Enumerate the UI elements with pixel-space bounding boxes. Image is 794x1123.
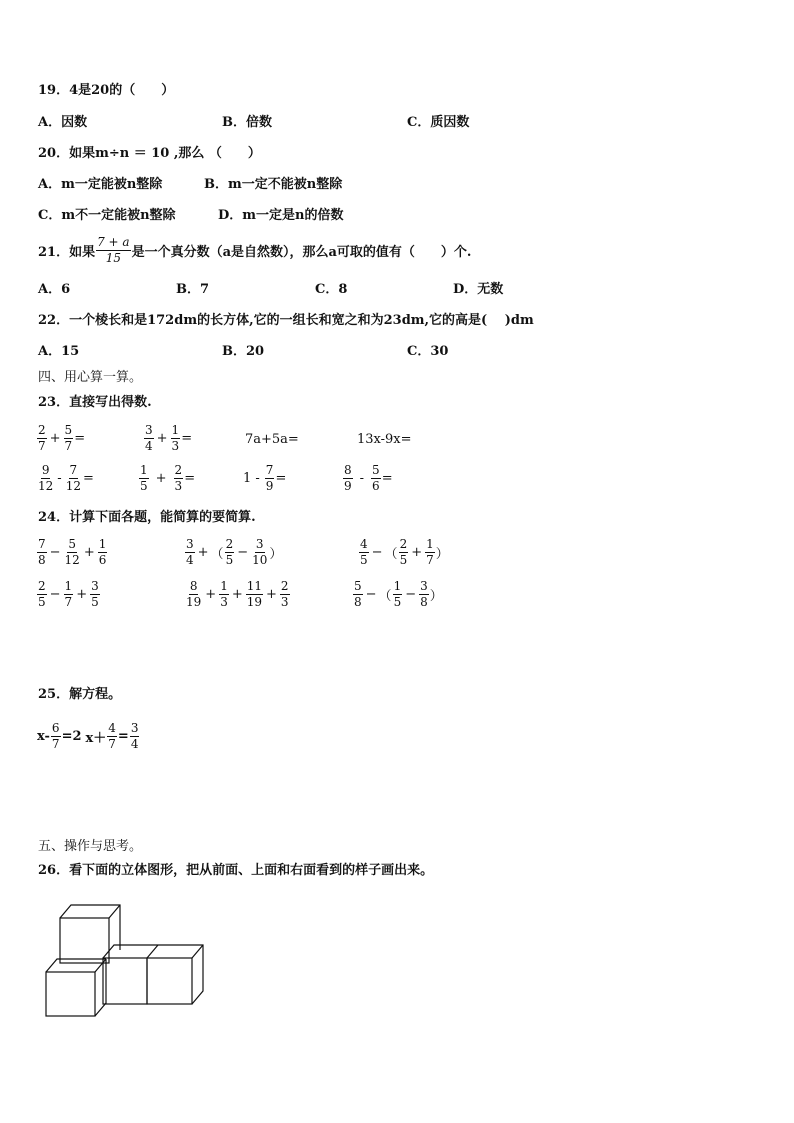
operator: − <box>371 544 383 560</box>
fraction-denominator: 7 <box>64 594 73 609</box>
equals: = <box>82 470 94 486</box>
fraction-denominator: 19 <box>186 594 202 609</box>
fraction-denominator: 10 <box>252 552 268 567</box>
fraction-numerator: 2 <box>174 463 183 477</box>
fraction-denominator: 5 <box>91 594 99 609</box>
fraction-denominator: 5 <box>225 552 234 567</box>
bottom-row-right-top-edge <box>192 945 203 958</box>
fraction-numerator: 5 <box>354 579 362 593</box>
operator: + <box>205 586 217 602</box>
fraction-denominator: 7 <box>51 736 60 751</box>
q24-expression-2 <box>184 538 282 566</box>
fraction-numerator: 4 <box>108 721 116 735</box>
fraction-denominator: 15 <box>105 250 121 265</box>
fraction-denominator: 4 <box>130 736 139 751</box>
q19-option-a[interactable]: A．因数 <box>38 115 88 130</box>
left-paren: （ <box>210 546 224 562</box>
q22-text: 22．一个棱长和是172dm的长方体,它的一组长和宽之和为23dm,它的高是( )dm <box>38 313 534 328</box>
fraction-numerator: 4 <box>360 537 368 551</box>
fraction-numerator: 3 <box>255 537 264 551</box>
q21-line <box>38 236 471 264</box>
operator: + <box>156 430 168 446</box>
q23-r2-b <box>138 464 195 492</box>
q19-option-b[interactable]: B．倍数 <box>222 115 272 130</box>
operator: − <box>49 586 61 602</box>
fraction-numerator: 3 <box>145 423 153 437</box>
q24-expression-1 <box>36 538 108 566</box>
q20-option-d[interactable]: D．m一定是n的倍数 <box>218 208 344 223</box>
q22-option-c[interactable]: C．30 <box>407 344 449 359</box>
fraction-denominator: 5 <box>38 594 46 609</box>
q26-title: 26．看下面的立体图形，把从前面、上面和右面看到的样子画出来。 <box>38 863 434 878</box>
cube-edges <box>46 905 203 1016</box>
equals: = <box>74 430 86 446</box>
fraction-numerator: 7 <box>38 537 46 551</box>
section-5-title: 五、操作与思考。 <box>38 839 143 854</box>
fraction-numerator: 1 <box>426 537 434 551</box>
fraction-denominator: 9 <box>344 478 352 493</box>
q20-text: 20．如果m÷n ＝ 10 ,那么 （ ） <box>38 146 261 161</box>
q21-option-b[interactable]: B．7 <box>176 282 210 297</box>
fraction-numerator: 1 <box>98 537 107 551</box>
operator: + <box>76 586 88 602</box>
operator: - <box>57 470 62 486</box>
fraction-numerator: 1 <box>64 579 73 593</box>
operator: - <box>359 470 365 486</box>
fraction-denominator: 9 <box>265 478 274 493</box>
fraction-denominator: 5 <box>360 552 368 567</box>
operator: + <box>231 586 243 602</box>
middle-cube-front-face <box>103 958 147 1004</box>
q24-expression-5 <box>184 580 291 608</box>
q23-r2-c <box>243 464 286 492</box>
front-cube-right-top-edge <box>95 959 106 972</box>
fraction-numerator: 3 <box>130 721 139 735</box>
fraction-denominator: 6 <box>98 552 107 567</box>
fraction-denominator: 4 <box>145 438 153 453</box>
q20-option-c[interactable]: C．m不一定能被n整除 <box>38 208 176 223</box>
operator: + <box>411 544 423 560</box>
fraction-numerator: 7 <box>265 463 274 477</box>
q24-title: 24．计算下面各题，能简算的要简算. <box>38 510 256 525</box>
q22-option-b[interactable]: B．20 <box>222 344 265 359</box>
left-paren: （ <box>384 546 398 562</box>
right-paren: ） <box>269 546 283 562</box>
front-cube-front-face <box>46 972 95 1016</box>
bottom-row-divider-top <box>147 945 158 958</box>
right-paren: ） <box>429 588 443 604</box>
fraction-denominator: 12 <box>64 552 80 567</box>
fraction-numerator: 8 <box>189 579 198 593</box>
eq1-tail: =2 <box>61 728 82 744</box>
fraction-denominator: 3 <box>280 594 289 609</box>
fraction-denominator: 8 <box>354 594 362 609</box>
operator: − <box>405 586 417 602</box>
operator: − <box>365 586 377 602</box>
q25-equations <box>37 722 140 750</box>
operator: − <box>237 544 249 560</box>
q20-option-b[interactable]: B．m一定不能被n整除 <box>204 177 343 192</box>
q24-expression-6 <box>352 580 443 608</box>
fraction-denominator: 7 <box>38 438 46 453</box>
fraction-denominator: 5 <box>140 478 148 493</box>
q20-option-a[interactable]: A．m一定能被n整除 <box>38 177 163 192</box>
fraction-numerator: 1 <box>140 463 148 477</box>
fraction-numerator: 1 <box>220 579 228 593</box>
q19-option-c[interactable]: C．质因数 <box>407 115 470 130</box>
fraction-denominator: 7 <box>426 552 434 567</box>
q23-r1-c: 7a+5a= <box>245 432 299 447</box>
q24-expression-4 <box>36 580 101 608</box>
fraction-numerator: 11 <box>246 579 263 593</box>
front-cube-right-edges <box>95 959 106 1016</box>
q23-r1-d: 13x-9x= <box>357 432 412 447</box>
fraction-denominator: 12 <box>65 478 81 493</box>
fraction-denominator: 3 <box>171 438 180 453</box>
eq2-equals: = <box>117 728 129 744</box>
fraction-numerator: 2 <box>38 579 46 593</box>
equals: = <box>184 470 196 486</box>
fraction-numerator: 7 + a <box>97 235 130 249</box>
fraction-denominator: 3 <box>220 594 228 609</box>
fraction-denominator: 8 <box>38 552 46 567</box>
q22-option-a[interactable]: A．15 <box>38 344 80 359</box>
eq2-lead: x＋ <box>85 730 107 746</box>
q23-r2-d <box>342 464 393 492</box>
fraction-numerator: 2 <box>225 537 234 551</box>
top-cube-front-face <box>60 918 109 963</box>
eq1-lead: x- <box>37 728 50 744</box>
operator: + <box>266 586 277 602</box>
left-paren: （ <box>378 588 392 604</box>
fraction-numerator: 2 <box>280 579 289 593</box>
fraction-denominator: 5 <box>393 594 402 609</box>
fraction-numerator: 3 <box>186 537 194 551</box>
q23-r1-a <box>36 424 85 452</box>
fraction-numerator: 8 <box>344 463 352 477</box>
fraction-numerator: 6 <box>51 721 60 735</box>
operator: − <box>49 544 61 560</box>
right-cube-front-face <box>147 958 192 1004</box>
q23-r2-a <box>36 464 94 492</box>
q24-expression-3 <box>358 538 449 566</box>
fraction-denominator: 7 <box>64 438 73 453</box>
fraction-numerator: 5 <box>64 423 73 437</box>
fraction-denominator: 5 <box>399 552 408 567</box>
fraction-denominator: 3 <box>174 478 183 493</box>
q23-title: 23．直接写出得数. <box>38 395 152 410</box>
fraction-numerator: 9 <box>41 463 50 477</box>
cube-figure <box>40 900 220 1024</box>
q21-option-c[interactable]: C．8 <box>315 282 348 297</box>
top-cube-right-top-edge <box>109 905 120 918</box>
fraction-denominator: 19 <box>246 594 263 609</box>
cube-solid-drawing <box>40 900 220 1020</box>
fraction-numerator: 1 <box>393 579 402 593</box>
top-cube-back-edges <box>60 905 120 950</box>
fraction-numerator: 3 <box>420 579 428 593</box>
fraction-numerator: 7 <box>69 463 78 477</box>
section-4-title: 四、用心算一算。 <box>38 370 143 385</box>
fraction-numerator: 3 <box>91 579 99 593</box>
fraction-numerator: 5 <box>372 463 380 477</box>
q21-prefix: 21．如果 <box>38 244 96 260</box>
equals: = <box>181 430 193 446</box>
fraction-numerator: 5 <box>68 537 76 551</box>
fraction-denominator: 12 <box>38 478 54 493</box>
operator: + <box>155 470 167 486</box>
fraction-denominator: 8 <box>420 594 428 609</box>
q25-title: 25．解方程。 <box>38 687 122 702</box>
operator: + <box>197 544 209 560</box>
bottom-row-back-edges <box>103 945 203 1004</box>
q21-option-d[interactable]: D．无数 <box>453 282 504 297</box>
leading-term: 1 - <box>243 470 260 486</box>
fraction-numerator: 2 <box>399 537 408 551</box>
equals: = <box>381 470 393 486</box>
fraction-denominator: 4 <box>186 552 194 567</box>
fraction-denominator: 6 <box>372 478 380 493</box>
q21-option-a[interactable]: A．6 <box>38 282 71 297</box>
fraction-denominator: 7 <box>108 736 116 751</box>
q23-r1-b <box>143 424 192 452</box>
operator: + <box>83 544 95 560</box>
fraction-numerator: 2 <box>38 423 46 437</box>
q19-text: 19．4是20的（ ） <box>38 83 175 98</box>
right-paren: ） <box>435 546 449 562</box>
equals: = <box>275 470 287 486</box>
q21-suffix: 是一个真分数（a是自然数），那么a可取的值有（ ）个. <box>131 244 472 260</box>
q21-fraction <box>96 236 130 264</box>
fraction-numerator: 1 <box>171 423 180 437</box>
operator: + <box>49 430 61 446</box>
